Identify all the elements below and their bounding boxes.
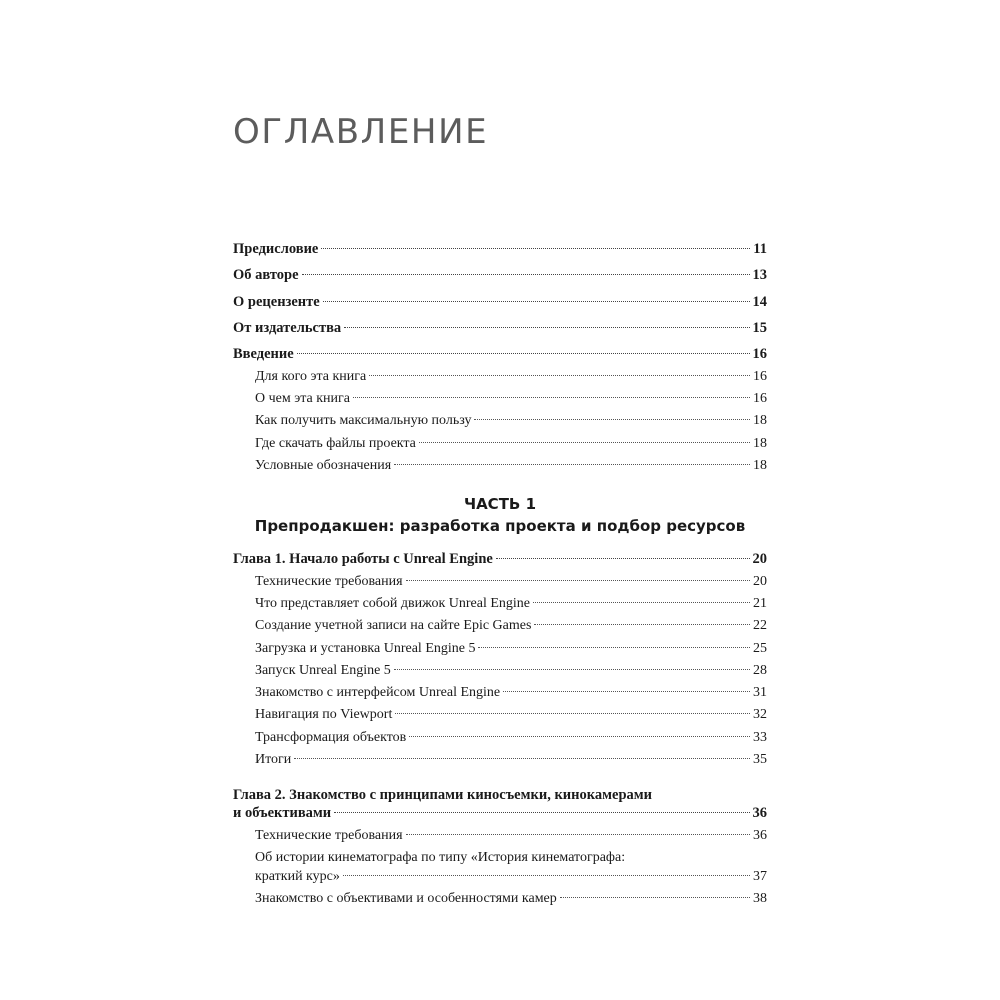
entry-label: Условные обозначения	[255, 458, 392, 473]
toc-entry-preface	[233, 239, 767, 259]
dot-leader	[406, 580, 750, 581]
dot-leader	[394, 464, 750, 465]
dot-leader	[302, 274, 750, 275]
dot-leader	[395, 713, 750, 714]
entry-page: 38	[753, 891, 767, 906]
entry-page: 18	[753, 436, 767, 451]
dot-leader	[496, 558, 750, 559]
dot-leader	[560, 897, 750, 898]
entry-page: 16	[753, 369, 767, 384]
toc-subentry-line1: Об истории кинематографа по типу «История кинематографа:	[255, 850, 626, 865]
entry-page: 33	[753, 730, 767, 745]
dot-leader	[343, 875, 750, 876]
toc-subentry	[255, 661, 767, 681]
entry-label: Знакомство с объективами и особенностями камер	[255, 891, 557, 906]
toc-chapter-1	[233, 549, 767, 569]
entry-page: 11	[753, 241, 767, 257]
entry-label: Создание учетной записи на сайте Epic Games	[255, 618, 532, 633]
dot-leader	[419, 442, 750, 443]
entry-page: 36	[752, 805, 767, 821]
entry-label: Технические требования	[255, 574, 403, 589]
toc-chapter-2	[233, 803, 767, 823]
toc-subentry	[255, 826, 767, 846]
toc-subentry	[255, 389, 767, 409]
toc-subentry	[255, 434, 767, 454]
entry-page: 15	[752, 320, 767, 336]
dot-leader	[334, 812, 749, 813]
dot-leader	[534, 624, 750, 625]
toc-chapter-2-line1: Глава 2. Знакомство с принципами киносъемки, кинокамерами	[233, 787, 653, 803]
entry-label: Технические требования	[255, 828, 403, 843]
toc-entry-introduction	[233, 344, 767, 364]
dot-leader	[406, 834, 750, 835]
dot-leader	[533, 602, 750, 603]
entry-label: Загрузка и установка Unreal Engine 5	[255, 641, 476, 656]
entry-label: и объективами	[233, 805, 332, 821]
entry-page: 16	[753, 391, 767, 406]
toc-entry-about-reviewer	[233, 292, 767, 312]
entry-page: 20	[752, 551, 767, 567]
toc-subentry	[255, 889, 767, 909]
entry-page: 20	[753, 574, 767, 589]
entry-label: Предисловие	[233, 241, 319, 257]
entry-label: От издательства	[233, 320, 342, 336]
entry-label: Трансформация объектов	[255, 730, 407, 745]
entry-label: Введение	[233, 346, 294, 362]
entry-page: 31	[753, 685, 767, 700]
entry-label: О чем эта книга	[255, 391, 350, 406]
dot-leader	[478, 647, 750, 648]
page-title: ОГЛАВЛЕНИЕ	[233, 112, 489, 152]
toc-subentry	[255, 367, 767, 387]
dot-leader	[297, 353, 750, 354]
entry-label: Знакомство с интерфейсом Unreal Engine	[255, 685, 501, 700]
toc-subentry	[255, 572, 767, 592]
toc-subentry	[255, 594, 767, 614]
entry-page: 18	[753, 458, 767, 473]
dot-leader	[321, 248, 750, 249]
toc-subentry	[255, 867, 767, 887]
entry-page: 18	[753, 413, 767, 428]
entry-label: Как получить максимальную пользу	[255, 413, 472, 428]
toc-subentry	[255, 728, 767, 748]
toc-subentry	[255, 639, 767, 659]
dot-leader	[409, 736, 750, 737]
entry-label: Где скачать файлы проекта	[255, 436, 416, 451]
entry-page: 36	[753, 828, 767, 843]
toc-entry-from-publisher	[233, 318, 767, 338]
entry-page: 25	[753, 641, 767, 656]
dot-leader	[323, 301, 750, 302]
entry-label: Навигация по Viewport	[255, 707, 393, 722]
entry-label: О рецензенте	[233, 294, 320, 310]
entry-label: Что представляет собой движок Unreal Engine	[255, 596, 531, 611]
toc-subentry	[255, 456, 767, 476]
toc-subentry	[255, 750, 767, 770]
entry-page: 22	[753, 618, 767, 633]
entry-label: Для кого эта книга	[255, 369, 367, 384]
dot-leader	[369, 375, 750, 376]
entry-label: краткий курс»	[255, 869, 340, 884]
toc-entry-about-author	[233, 265, 767, 285]
entry-label: Итоги	[255, 752, 292, 767]
entry-page: 35	[753, 752, 767, 767]
dot-leader	[294, 758, 750, 759]
entry-label: Глава 1. Начало работы с Unreal Engine	[233, 551, 493, 567]
dot-leader	[353, 397, 750, 398]
entry-page: 32	[753, 707, 767, 722]
dot-leader	[394, 669, 750, 670]
entry-label: Об авторе	[233, 267, 299, 283]
entry-page: 37	[753, 869, 767, 884]
part-title: Препродакшен: разработка проекта и подбор ресурсов	[254, 517, 746, 535]
toc-subentry	[255, 411, 767, 431]
part-number: ЧАСТЬ 1	[463, 495, 537, 513]
dot-leader	[344, 327, 749, 328]
toc-subentry	[255, 616, 767, 636]
toc-subentry	[255, 705, 767, 725]
entry-label: Запуск Unreal Engine 5	[255, 663, 391, 678]
toc-subentry	[255, 683, 767, 703]
entry-page: 28	[753, 663, 767, 678]
entry-page: 21	[753, 596, 767, 611]
entry-page: 13	[752, 267, 767, 283]
dot-leader	[503, 691, 750, 692]
dot-leader	[474, 419, 750, 420]
entry-page: 16	[752, 346, 767, 362]
entry-page: 14	[752, 294, 767, 310]
